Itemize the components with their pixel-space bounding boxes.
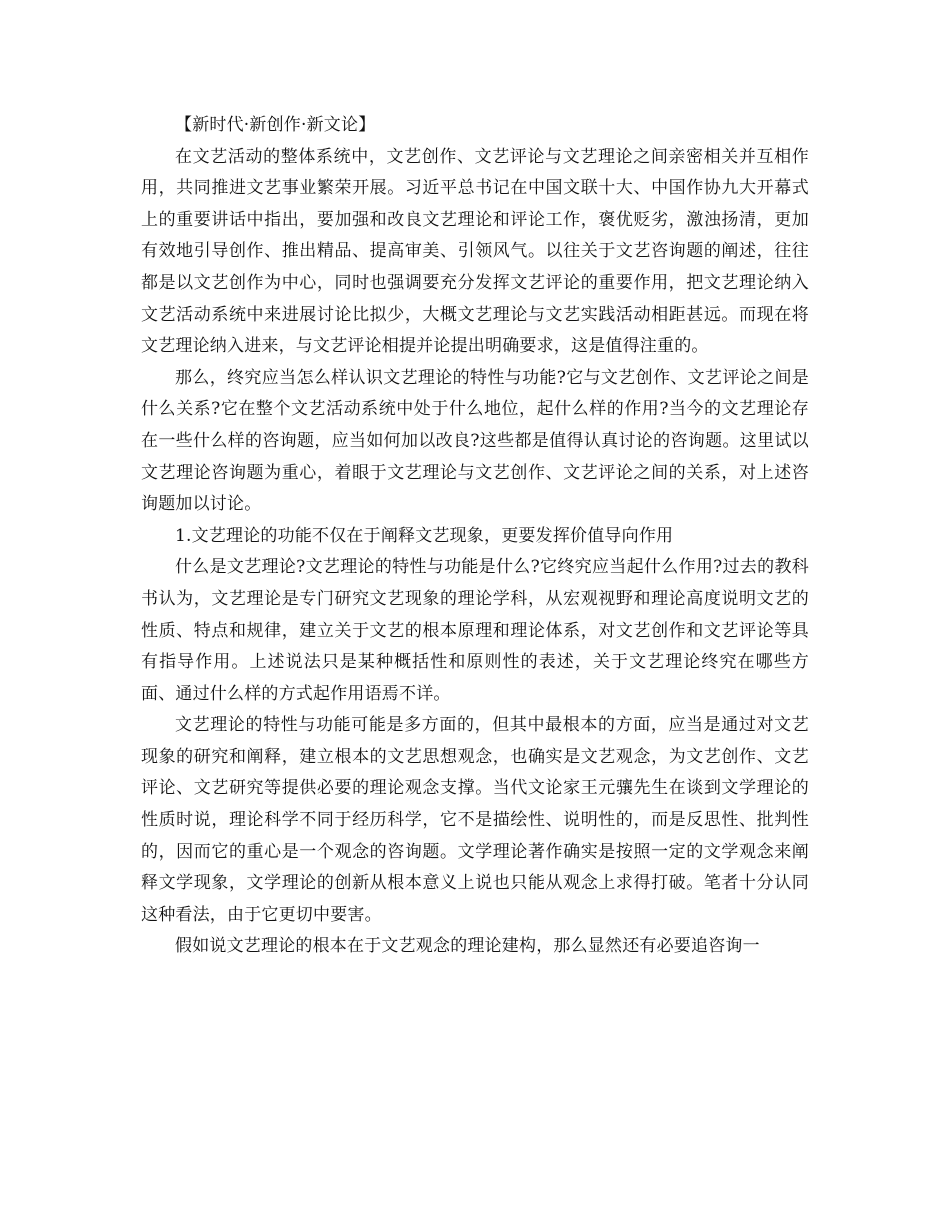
paragraph-questions: 那么，终究应当怎么样认识文艺理论的特性与功能?它与文艺创作、文艺评论之间是什么关系?它在整个文艺活动系统中处于什么地位，起什么样的作用?当今的文艺理论存在一些什么样的咨询题，应当如何加以改良?这些都是值得认真讨论的咨询题。这里试以文艺理论咨询题为重心，着眼于文艺理论与文艺创作、文艺评论之间的关系，对上述咨询题加以讨论。	[141, 367, 809, 515]
paragraph-continuation: 假如说文艺理论的根本在于文艺观念的理论建构，那么显然还有必要追咨询一	[175, 936, 760, 957]
paragraph-intro: 在文艺活动的整体系统中，文艺创作、文艺评论与文艺理论之间亲密相关并互相作用，共同推进文艺事业繁荣开展。习近平总书记在中国文联十大、中国作协九大开幕式上的重要讲话中指出，要加强和改良文艺理论和评论工作，褒优贬劣，激浊扬清，更加有效地引导创作、推出精品、提高审美、引领风气。以往关于文艺咨询题的阐述，往往都是以文艺创作为中心，同时也强调要充分发挥文艺评论的重要作用，把文艺理论纳入文艺活动系统中来进展讨论比拟少，大概文艺理论与文艺实践活动相距甚远。而现在将文艺理论纳入进来，与文艺评论相提并论提出明确要求，这是值得注重的。	[141, 146, 809, 357]
section-header: 【新时代·新创作·新文论】	[175, 115, 376, 135]
paragraph-function: 文艺理论的特性与功能可能是多方面的，但其中最根本的方面，应当是通过对文艺现象的研究和阐释，建立根本的文艺思想观念，也确实是文艺观念，为文艺创作、文艺评论、文艺研究等提供必要的理论观念支撑。当代文论家王元骧先生在谈到文学理论的性质时说，理论科学不同于经历科学，它不是描绘性、说明性的，而是反思性、批判性的，因而它的重心是一个观念的咨询题。文学理论著作确实是按照一定的文学观念来阐释文学现象，文学理论的创新从根本意义上说也只能从观念上求得打破。笔者十分认同这种看法，由于它更切中要害。	[141, 715, 809, 925]
document-body	[141, 110, 809, 963]
paragraph-definition: 什么是文艺理论?文艺理论的特性与功能是什么?它终究应当起什么作用?过去的教科书认为，文艺理论是专门研究文艺现象的理论学科，从宏观视野和理论高度说明文艺的性质、特点和规律，建立关于文艺的根本原理和理论体系，对文艺创作和文艺评论等具有指导作用。上述说法只是某种概括性和原则性的表述，关于文艺理论终究在哪些方面、通过什么样的方式起作用语焉不详。	[141, 557, 809, 704]
section-heading-1: 1.文艺理论的功能不仅在于阐释文艺现象，更要发挥价值导向作用	[175, 525, 674, 546]
